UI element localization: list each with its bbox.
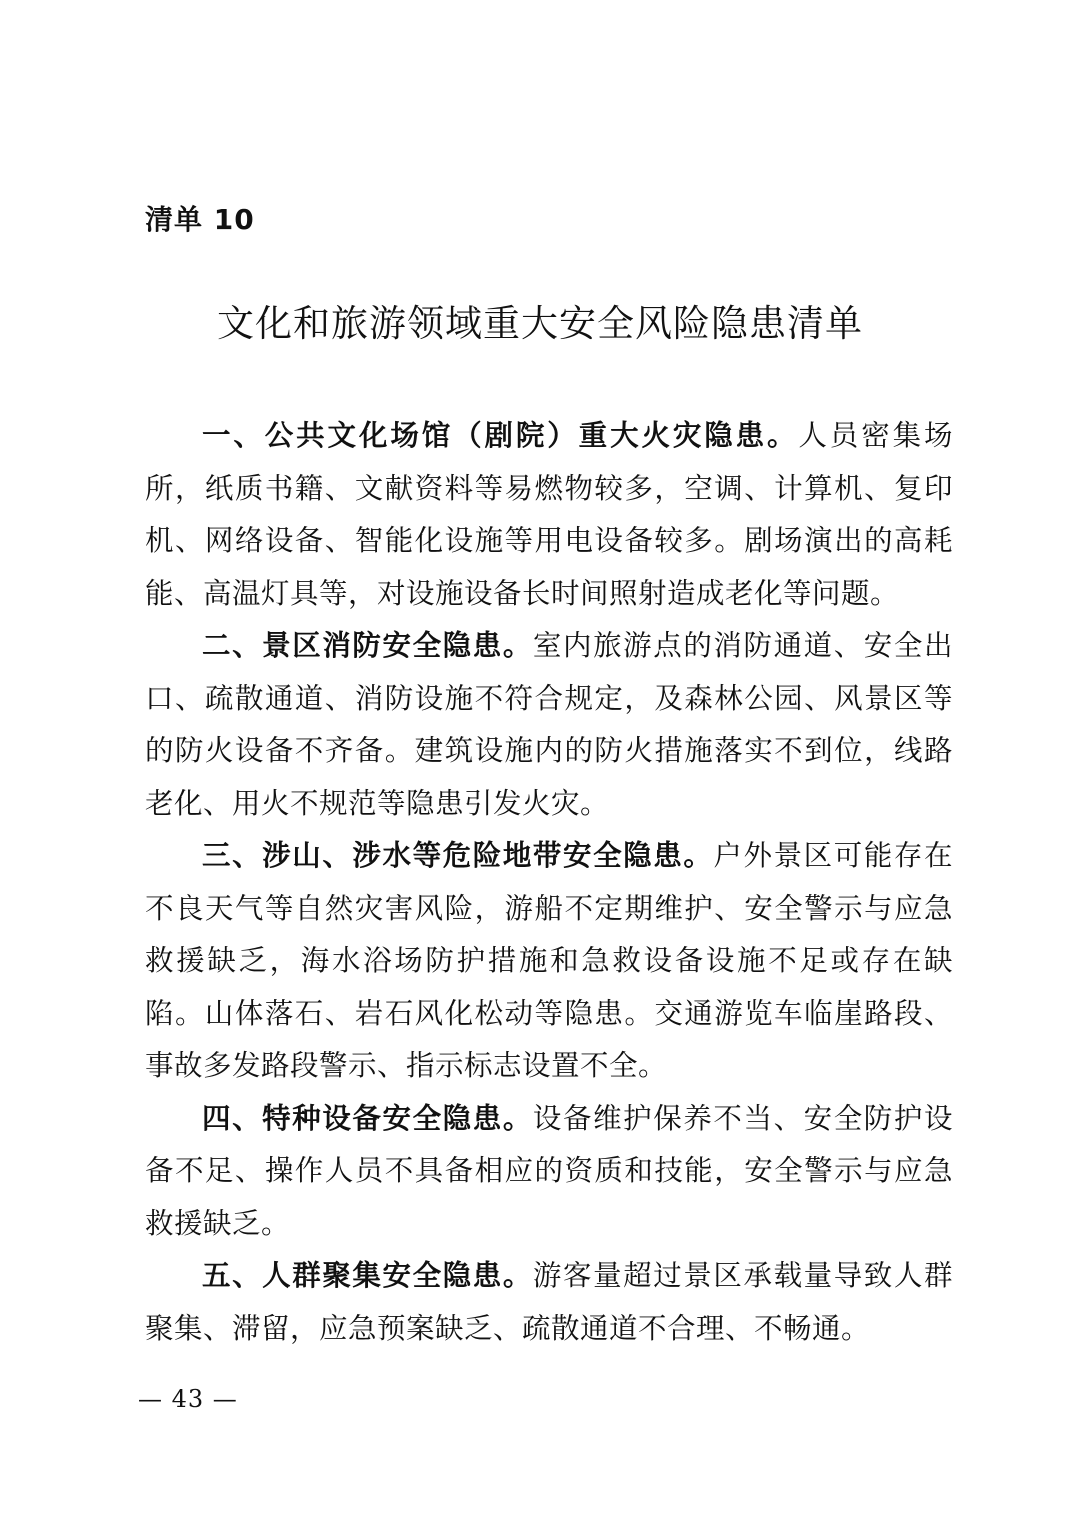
- document-title: 文化和旅游领域重大安全风险隐患清单: [217, 302, 863, 345]
- section-heading: 二、景区消防安全隐患。: [202, 629, 533, 662]
- list-label: 清单 10: [145, 203, 255, 236]
- document-body: [145, 410, 953, 1355]
- section-paragraph: [145, 1250, 953, 1355]
- section-heading: 一、公共文化场馆（剧院）重大火灾隐患。: [202, 419, 799, 452]
- section-heading: 五、人群聚集安全隐患。: [202, 1259, 533, 1292]
- section-paragraph: [145, 1093, 953, 1251]
- section-text: 游客量超过景区承载量导致人群聚集、滞留，应急预案缺乏、疏散通道不合理、不畅通。: [145, 1259, 953, 1345]
- section-text: 人员密集场所，纸质书籍、文献资料等易燃物较多，空调、计算机、复印机、网络设备、智能化设施等用电设备较多。剧场演出的高耗能、高温灯具等，对设施设备长时间照射造成老化等问题。: [145, 419, 953, 610]
- section-heading: 四、特种设备安全隐患。: [202, 1101, 533, 1135]
- section-text: 室内旅游点的消防通道、安全出口、疏散通道、消防设施不符合规定，及森林公园、风景区等的防火设备不齐备。建筑设施内的防火措施落实不到位，线路老化、用火不规范等隐患引发火灾。: [145, 629, 953, 820]
- section-paragraph: [145, 410, 953, 620]
- section-text: 设备维护保养不当、安全防护设备不足、操作人员不具备相应的资质和技能，安全警示与应急救援缺乏。: [145, 1101, 953, 1240]
- section-text: 户外景区可能存在不良天气等自然灾害风险，游船不定期维护、安全警示与应急救援缺乏，海水浴场防护措施和急救设备设施不足或存在缺陷。山体落石、岩石风化松动等隐患。交通游览车临崖路段、事故多发路段警示、指示标志设置不全。: [145, 839, 953, 1082]
- section-paragraph: [145, 830, 953, 1093]
- page-number: — 43 —: [138, 1385, 238, 1413]
- section-paragraph: [145, 620, 953, 830]
- section-heading: 三、涉山、涉水等危险地带安全隐患。: [202, 839, 714, 872]
